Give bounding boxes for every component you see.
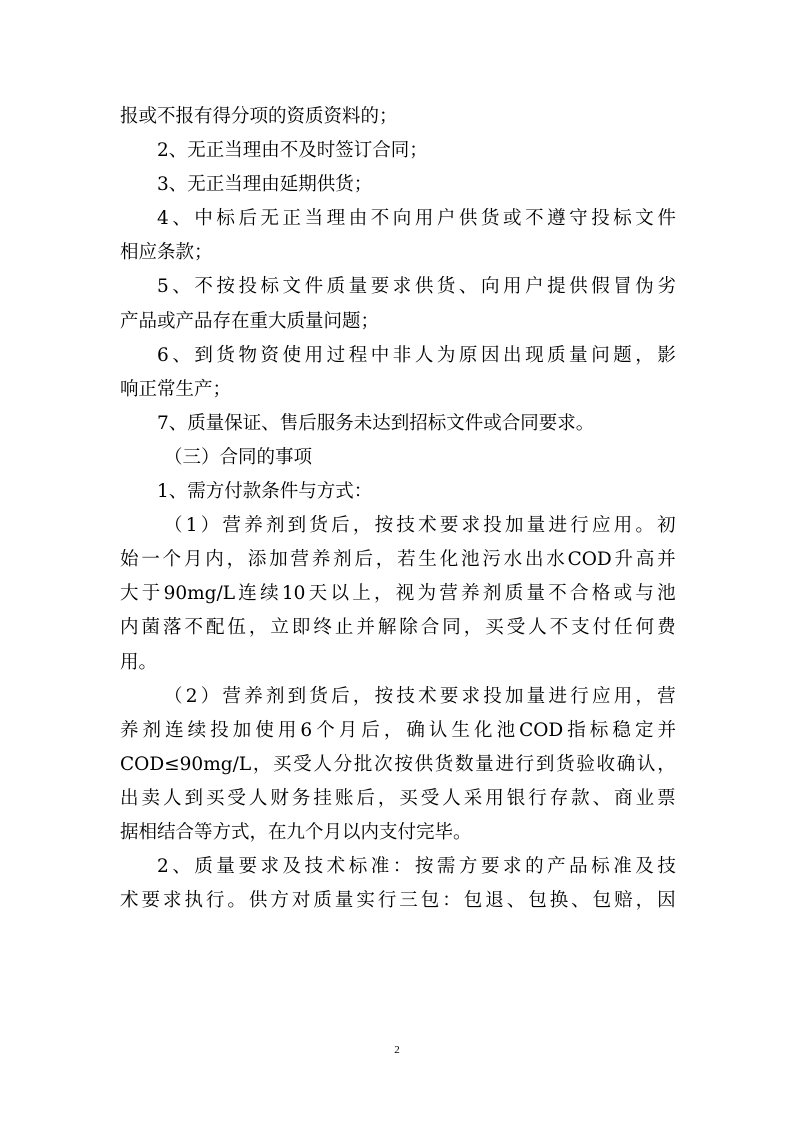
text-line-17: 用。 — [120, 651, 158, 673]
text-line-21: 出 卖 人 到 买 受 人 财 务 挂 账 后 ， 买 受 人 采 用 银 行 存 款 、 商 业 票 — [120, 787, 676, 809]
text-line-9: 响正常生产； — [120, 378, 232, 400]
text-line-23: 2 、 质 量 要 求 及 技 术 标 准 ： 按 需 方 要 求 的 产 品 标 准 及 技 — [157, 856, 676, 878]
text-line-3: 3、无正当理由延期供货； — [157, 174, 373, 196]
document-body — [120, 100, 676, 918]
text-line-15: 大 于 90mg/L 连 续 10 天 以 上 ， 视 为 营 养 剂 质 量 不 合 格 或 与 池 — [120, 583, 676, 605]
page-number: 2 — [394, 1044, 400, 1056]
text-line-8: 6 、 到 货 物 资 使 用 过 程 中 非 人 为 原 因 出 现 质 量 问 题 ， 影 — [157, 344, 676, 366]
text-line-12: 1、需方付款条件与方式： — [157, 481, 373, 503]
text-line-5: 相应条款； — [120, 242, 213, 264]
text-line-22: 据相结合等方式，在九个月以内支付完毕。 — [120, 821, 472, 843]
text-line-6: 5 、 不 按 投 标 文 件 质 量 要 求 供 货 、 向 用 户 提 供 假 冒 伪 劣 — [157, 276, 676, 298]
text-line-24: 术 要 求 执 行 。 供 方 对 质 量 实 行 三 包 ： 包 退 、 包 换 、 包 赔 ， 因 — [120, 890, 676, 912]
text-line-1: 报或不报有得分项的资质资料的； — [120, 106, 398, 127]
text-line-16: 内 菌 落 不 配 伍 ， 立 即 终 止 并 解 除 合 同 ， 买 受 人 不 支 付 任 何 费 — [120, 617, 676, 639]
text-line-7: 产品或产品存在重大质量问题； — [120, 310, 380, 332]
text-line-19: 养 剂 连 续 投 加 使 用 6 个 月 后 ， 确 认 生 化 池 COD 指 标 稳 定 并 — [120, 719, 676, 741]
text-line-2: 2、无正当理由不及时签订合同； — [157, 140, 428, 162]
text-line-13: （ 1 ） 营 养 剂 到 货 后 ， 按 技 术 要 求 投 加 量 进 行 应 用 。 初 — [164, 515, 676, 537]
text-line-20: COD≤90mg/L ， 买 受 人 分 批 次 按 供 货 数 量 进 行 到 货 验 收 确 认 ， — [120, 753, 676, 775]
section-heading: （三）合同的事项 — [164, 446, 313, 468]
text-line-18: （ 2 ） 营 养 剂 到 货 后 ， 按 技 术 要 求 投 加 量 进 行 应 用 ， 营 — [164, 685, 676, 707]
text-line-4: 4 、 中 标 后 无 正 当 理 由 不 向 用 户 供 货 或 不 遵 守 投 标 文 件 — [157, 208, 676, 230]
text-line-14: 始 一 个 月 内 ， 添 加 营 养 剂 后 ， 若 生 化 池 污 水 出 水 COD 升 高 并 — [120, 549, 676, 571]
text-line-10: 7、质量保证、售后服务未达到招标文件或合同要求。 — [157, 412, 595, 434]
